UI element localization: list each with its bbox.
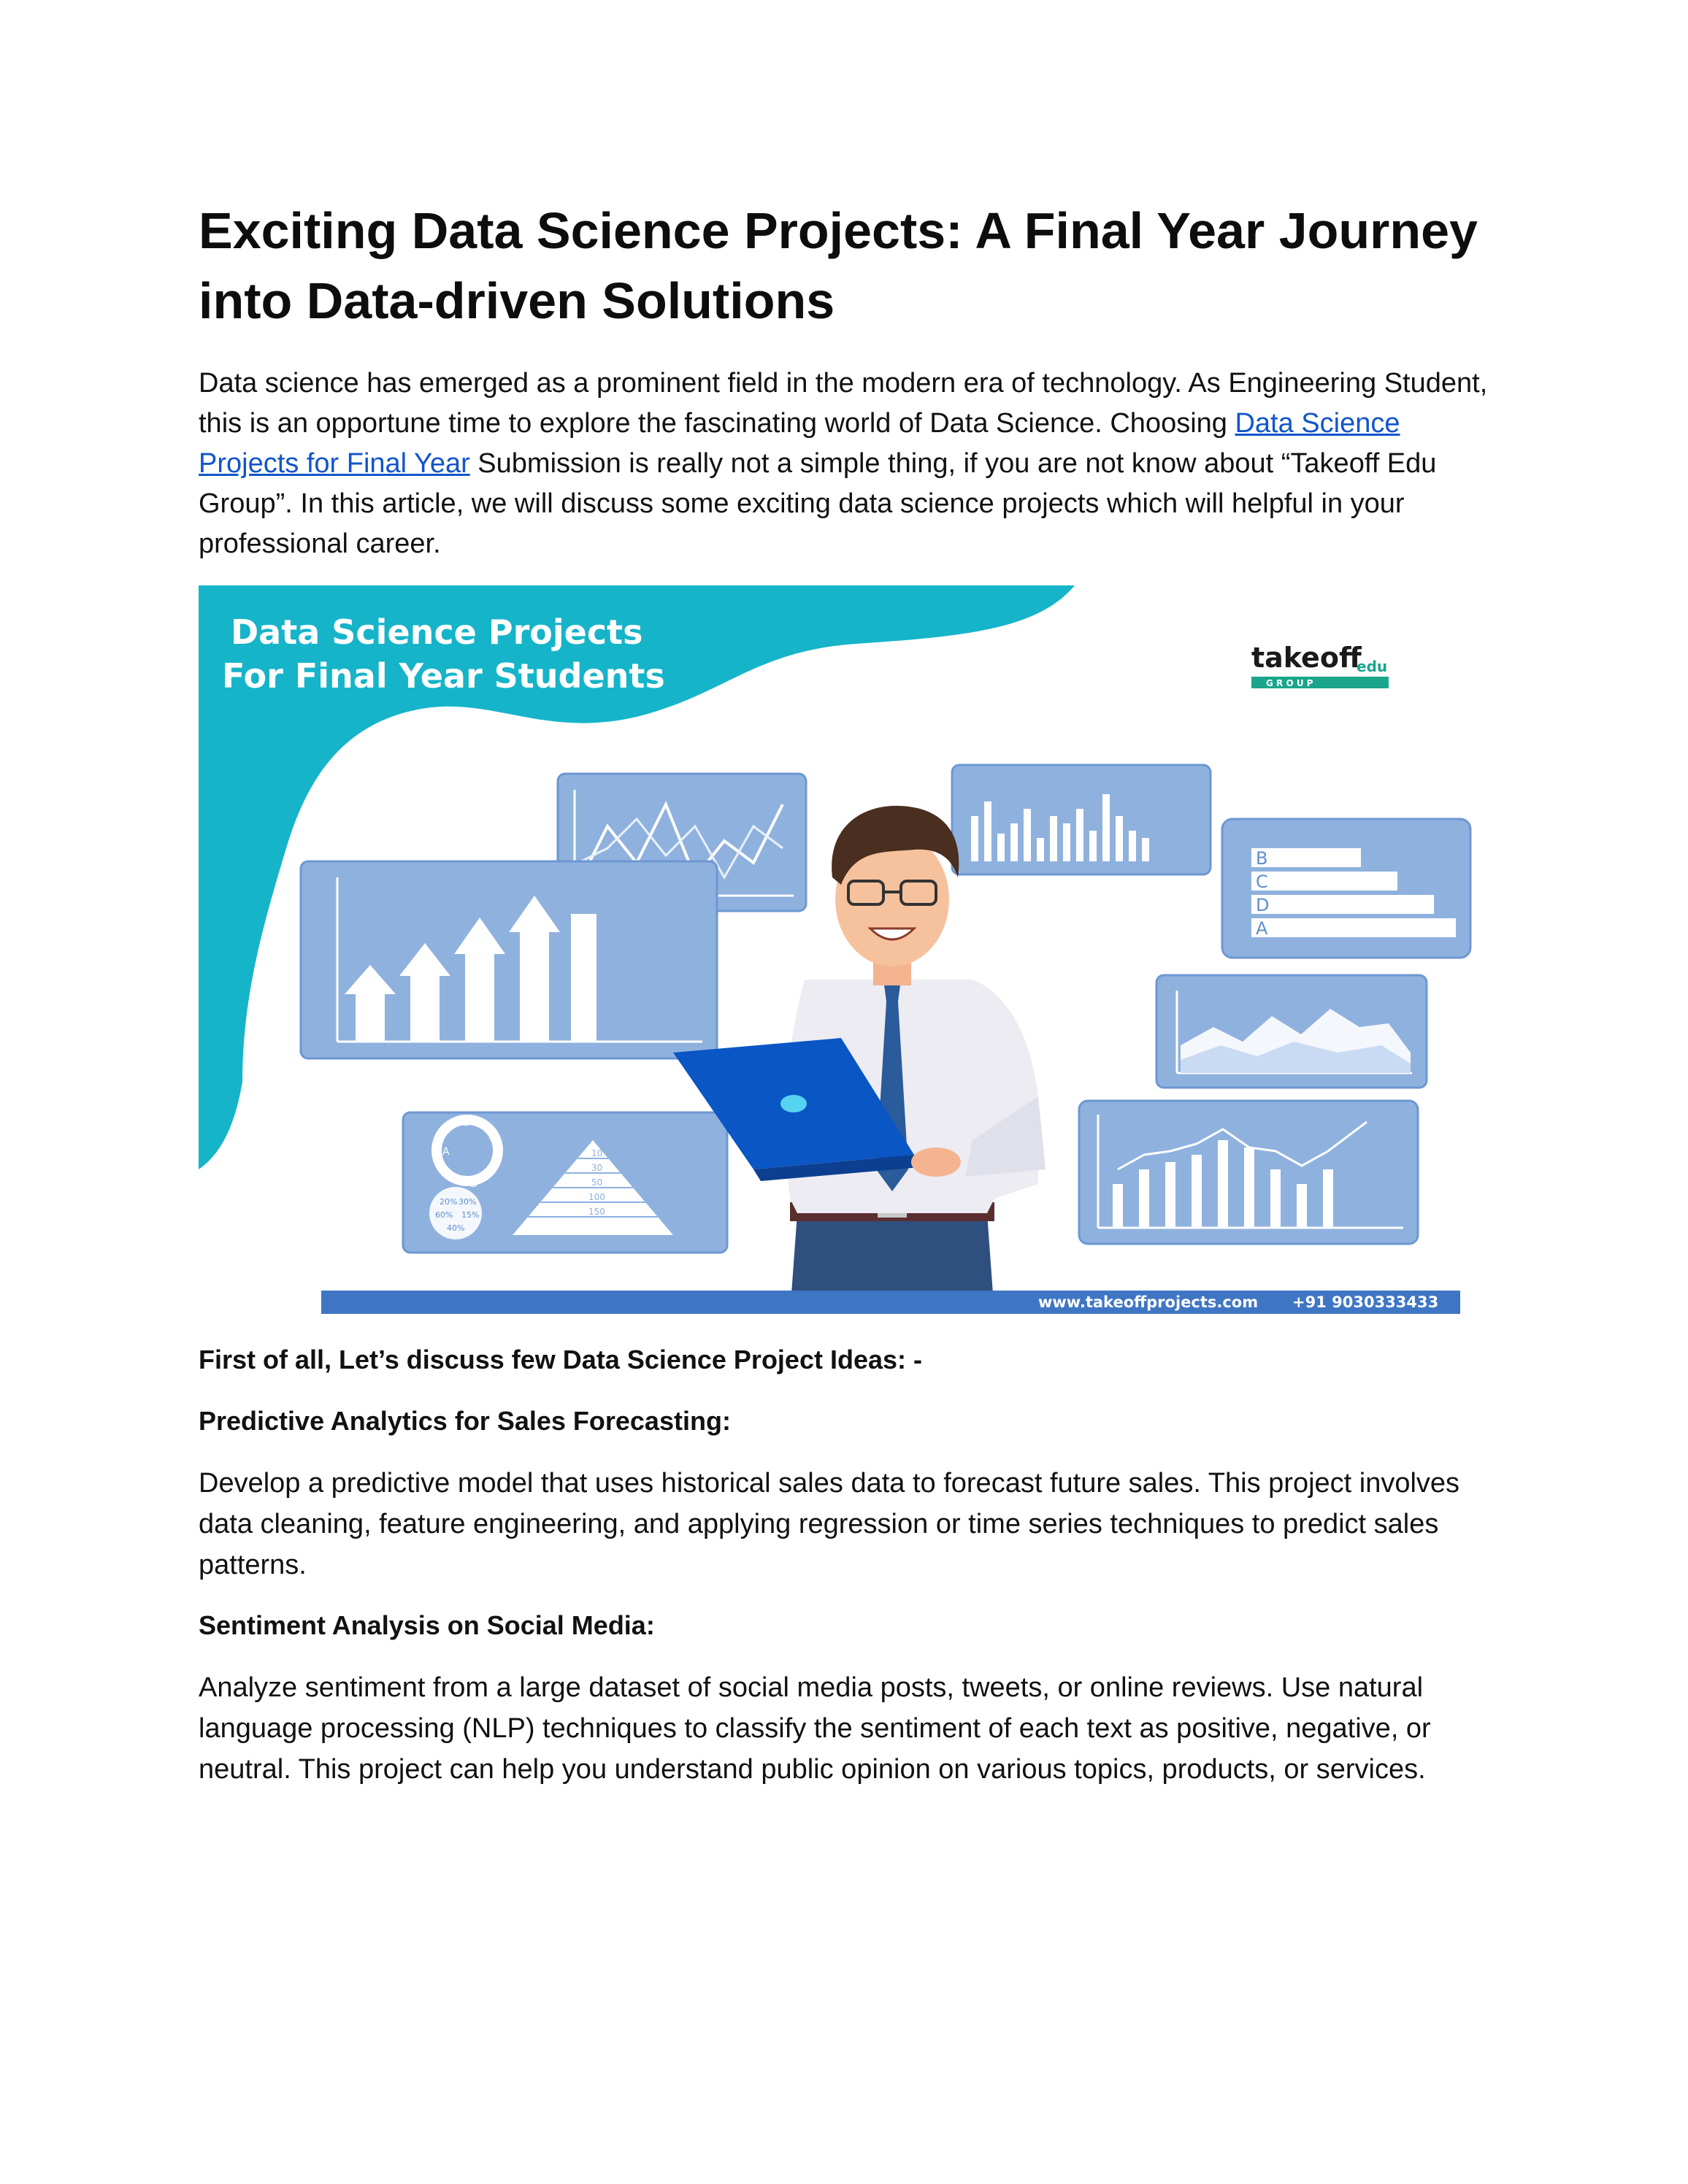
logo-main-text: takeoff [1251,642,1362,674]
grade-label-2: C [1256,872,1268,892]
pie-pyramid-panel [403,1112,727,1253]
pyramid-value-1: 10 [591,1148,603,1158]
banner-illustration [199,585,1484,1314]
banner-phone: +91 9030333433 [1292,1293,1439,1311]
section-heading-sentiment-analysis: Sentiment Analysis on Social Media: [199,1610,655,1640]
grade-label-1: B [1256,848,1268,869]
section-body-sentiment-analysis: Analyze sentiment from a large dataset of social media posts, tweets, or online reviews. Use natural language processing (NLP) techniques to classify the sentiment of each text as positive, negative, or neutral. This project can help you understand public opinion on various topics, products, or services. [199,1672,1431,1785]
pie-percent-4: 15% [461,1210,480,1220]
pie-percent-2: 30% [459,1197,477,1207]
grade-label-3: D [1256,895,1270,915]
logo-group-text: G R O U P [1266,678,1313,688]
pie-percent-3: 60% [435,1210,453,1220]
pyramid-value-3: 50 [591,1177,603,1188]
arrow-bar-chart-panel [301,861,717,1058]
banner-image [199,585,1484,1314]
takeoff-logo [1251,642,1389,688]
ideas-heading: First of all, Let’s discuss few Data Science Project Ideas: - [199,1345,923,1374]
banner-title-line2: For Final Year Students [222,656,665,696]
section-body-predictive-analytics: Develop a predictive model that uses historical sales data to forecast future sales. This project involves data cleaning, feature engineering, and applying regression or time series techniques to predict sales patterns. [199,1468,1460,1580]
data-science-projects-link[interactable]: Data Science Projects for Final Year [199,408,1400,479]
pyramid-value-4: 100 [588,1192,605,1202]
grade-bars-panel [1222,819,1470,958]
area-chart-panel [1156,975,1427,1088]
pie-label-d: D [470,1178,478,1190]
pie-percent-5: 40% [447,1223,465,1233]
intro-text-end: Submission is really not a simple thing, if you are not know about “Takeoff Edu Group”. In this article, we will discuss some exciting data science projects which will helpful in your professional career. [199,448,1437,559]
grade-label-4: A [1256,918,1268,939]
bar-chart-panel-top [952,765,1211,874]
pie-percent-1: 20% [440,1197,458,1207]
banner-footer-bar [321,1291,1460,1314]
pie-label-c: C [489,1133,496,1145]
article-title: Exciting Data Science Projects: A Final Year Journey into Data-driven Solutions [199,202,1478,329]
pyramid-value-2: 30 [591,1163,603,1173]
logo-suffix-text: edu [1357,658,1388,675]
pyramid-value-5: 150 [588,1207,605,1217]
bar-line-chart-panel [1079,1101,1418,1244]
intro-paragraph [199,364,1505,564]
banner-title-line1: Data Science Projects [231,612,643,652]
section-heading-predictive-analytics: Predictive Analytics for Sales Forecasting: [199,1406,731,1436]
intro-text-start: Data science has emerged as a prominent field in the modern era of technology. As Engineering Student, this is an opportune time to explore the fascinating world of Data Science. Choosing [199,368,1488,439]
banner-website: www.takeoffprojects.com [1038,1293,1259,1311]
pie-label-b: B [463,1117,470,1128]
pie-label-a: A [442,1146,450,1158]
